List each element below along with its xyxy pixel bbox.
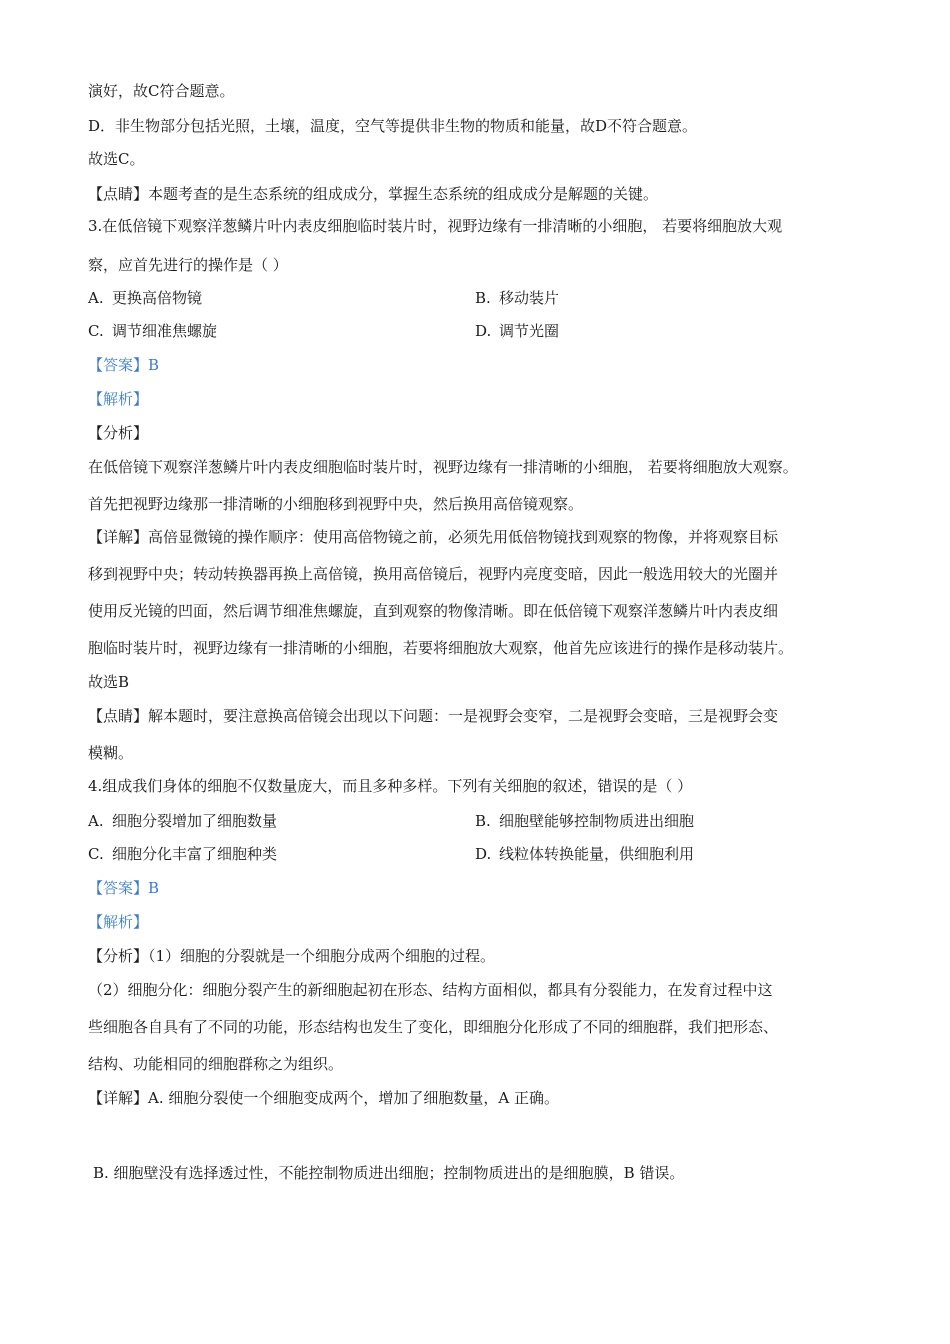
text-line: 胞临时装片时，视野边缘有一排清晰的小细胞，若要将细胞放大观察，他首先应该进行的操作是移动装片。 bbox=[88, 639, 794, 657]
option-letter: B. bbox=[475, 812, 491, 830]
option-letter: D. bbox=[475, 845, 492, 863]
q4-fenxi: 【分析】（1）细胞的分裂就是一个细胞分成两个细胞的过程。 bbox=[88, 947, 496, 965]
text-line: 故选C。 bbox=[88, 150, 145, 168]
q3-jiexi-heading: 【解析】 bbox=[88, 390, 149, 408]
question-3-stem: 3.在低倍镜下观察洋葱鳞片叶内表皮细胞临时装片时，视野边缘有一排清晰的小细胞， 若要将细胞放大观 bbox=[88, 217, 783, 235]
q4-option-b bbox=[475, 811, 694, 831]
option-text: 细胞壁能够控制物质进出细胞 bbox=[499, 812, 695, 830]
question-4-stem: 4.组成我们身体的细胞不仅数量庞大，而且多种多样。下列有关细胞的叙述，错误的是（ ） bbox=[88, 777, 693, 795]
q4-jiexi-heading: 【解析】 bbox=[88, 913, 149, 931]
option-text: 细胞分裂增加了细胞数量 bbox=[112, 812, 278, 830]
text-line: 演好，故C符合题意。 bbox=[88, 82, 235, 100]
option-text: 更换高倍物镜 bbox=[112, 289, 203, 307]
q4-answer: 【答案】B bbox=[88, 879, 160, 897]
option-text: 移动装片 bbox=[499, 289, 560, 307]
text-line: 在低倍镜下观察洋葱鳞片叶内表皮细胞临时装片时，视野边缘有一排清晰的小细胞， 若要将细胞放大观察。 bbox=[88, 458, 798, 476]
q4-detail-a: 【详解】A. 细胞分裂使一个细胞变成两个，增加了细胞数量，A 正确。 bbox=[88, 1089, 559, 1107]
option-letter: D. bbox=[475, 322, 492, 340]
text-line: 使用反光镜的凹面，然后调节细准焦螺旋，直到观察的物像清晰。即在低倍镜下观察洋葱鳞片叶内表皮细 bbox=[88, 602, 779, 620]
q3-fenxi-heading: 【分析】 bbox=[88, 424, 149, 442]
q4-option-a bbox=[88, 811, 277, 831]
text-line: 些细胞各自具有了不同的功能，形态结构也发生了变化，即细胞分化形成了不同的细胞群，我们把形态、 bbox=[88, 1018, 779, 1036]
q3-option-d bbox=[475, 321, 559, 341]
q3-option-a bbox=[88, 288, 202, 308]
option-text: 细胞分化丰富了细胞种类 bbox=[112, 845, 278, 863]
question-3-stem-cont: 察，应首先进行的操作是（ ） bbox=[88, 256, 288, 274]
text-line: 结构、功能相同的细胞群称之为组织。 bbox=[88, 1055, 344, 1073]
text-line: 故选B bbox=[88, 673, 130, 691]
option-letter: A. bbox=[88, 812, 104, 830]
option-letter: C. bbox=[88, 322, 104, 340]
q4-option-c bbox=[88, 844, 277, 864]
text-line: D．非生物部分包括光照，土壤，温度，空气等提供非生物的物质和能量，故D不符合题意。 bbox=[88, 117, 698, 135]
text-line: 移到视野中央；转动转换器再换上高倍镜，换用高倍镜后，视野内亮度变暗，因此一般选用较大的光圈并 bbox=[88, 565, 779, 583]
option-letter: B. bbox=[475, 289, 491, 307]
option-text: 调节光圈 bbox=[499, 322, 560, 340]
option-letter: C. bbox=[88, 845, 104, 863]
q3-detail: 【详解】高倍显微镜的操作顺序：使用高倍物镜之前，必须先用低倍物镜找到观察的物像，并将观察目标 bbox=[88, 528, 779, 546]
q4-detail-b: B. 细胞壁没有选择透过性，不能控制物质进出细胞；控制物质进出的是细胞膜，B 错误。 bbox=[93, 1164, 685, 1182]
text-line: 首先把视野边缘那一排清晰的小细胞移到视野中央，然后换用高倍镜观察。 bbox=[88, 495, 584, 513]
q3-option-b bbox=[475, 288, 559, 308]
option-text: 线粒体转换能量，供细胞利用 bbox=[499, 845, 695, 863]
option-text: 调节细准焦螺旋 bbox=[112, 322, 218, 340]
text-line: （2）细胞分化：细胞分裂产生的新细胞起初在形态、结构方面相似，都具有分裂能力，在发育过程中这 bbox=[88, 981, 773, 999]
dianjing-note: 【点睛】本题考查的是生态系统的组成成分，掌握生态系统的组成成分是解题的关键。 bbox=[88, 185, 659, 203]
q3-option-c bbox=[88, 321, 217, 341]
option-letter: A. bbox=[88, 289, 104, 307]
text-line: 模糊。 bbox=[88, 744, 134, 762]
q4-option-d bbox=[475, 844, 694, 864]
q3-dianjing: 【点睛】解本题时，要注意换高倍镜会出现以下问题：一是视野会变窄，二是视野会变暗，三是视野会变 bbox=[88, 707, 779, 725]
q3-answer: 【答案】B bbox=[88, 356, 160, 374]
